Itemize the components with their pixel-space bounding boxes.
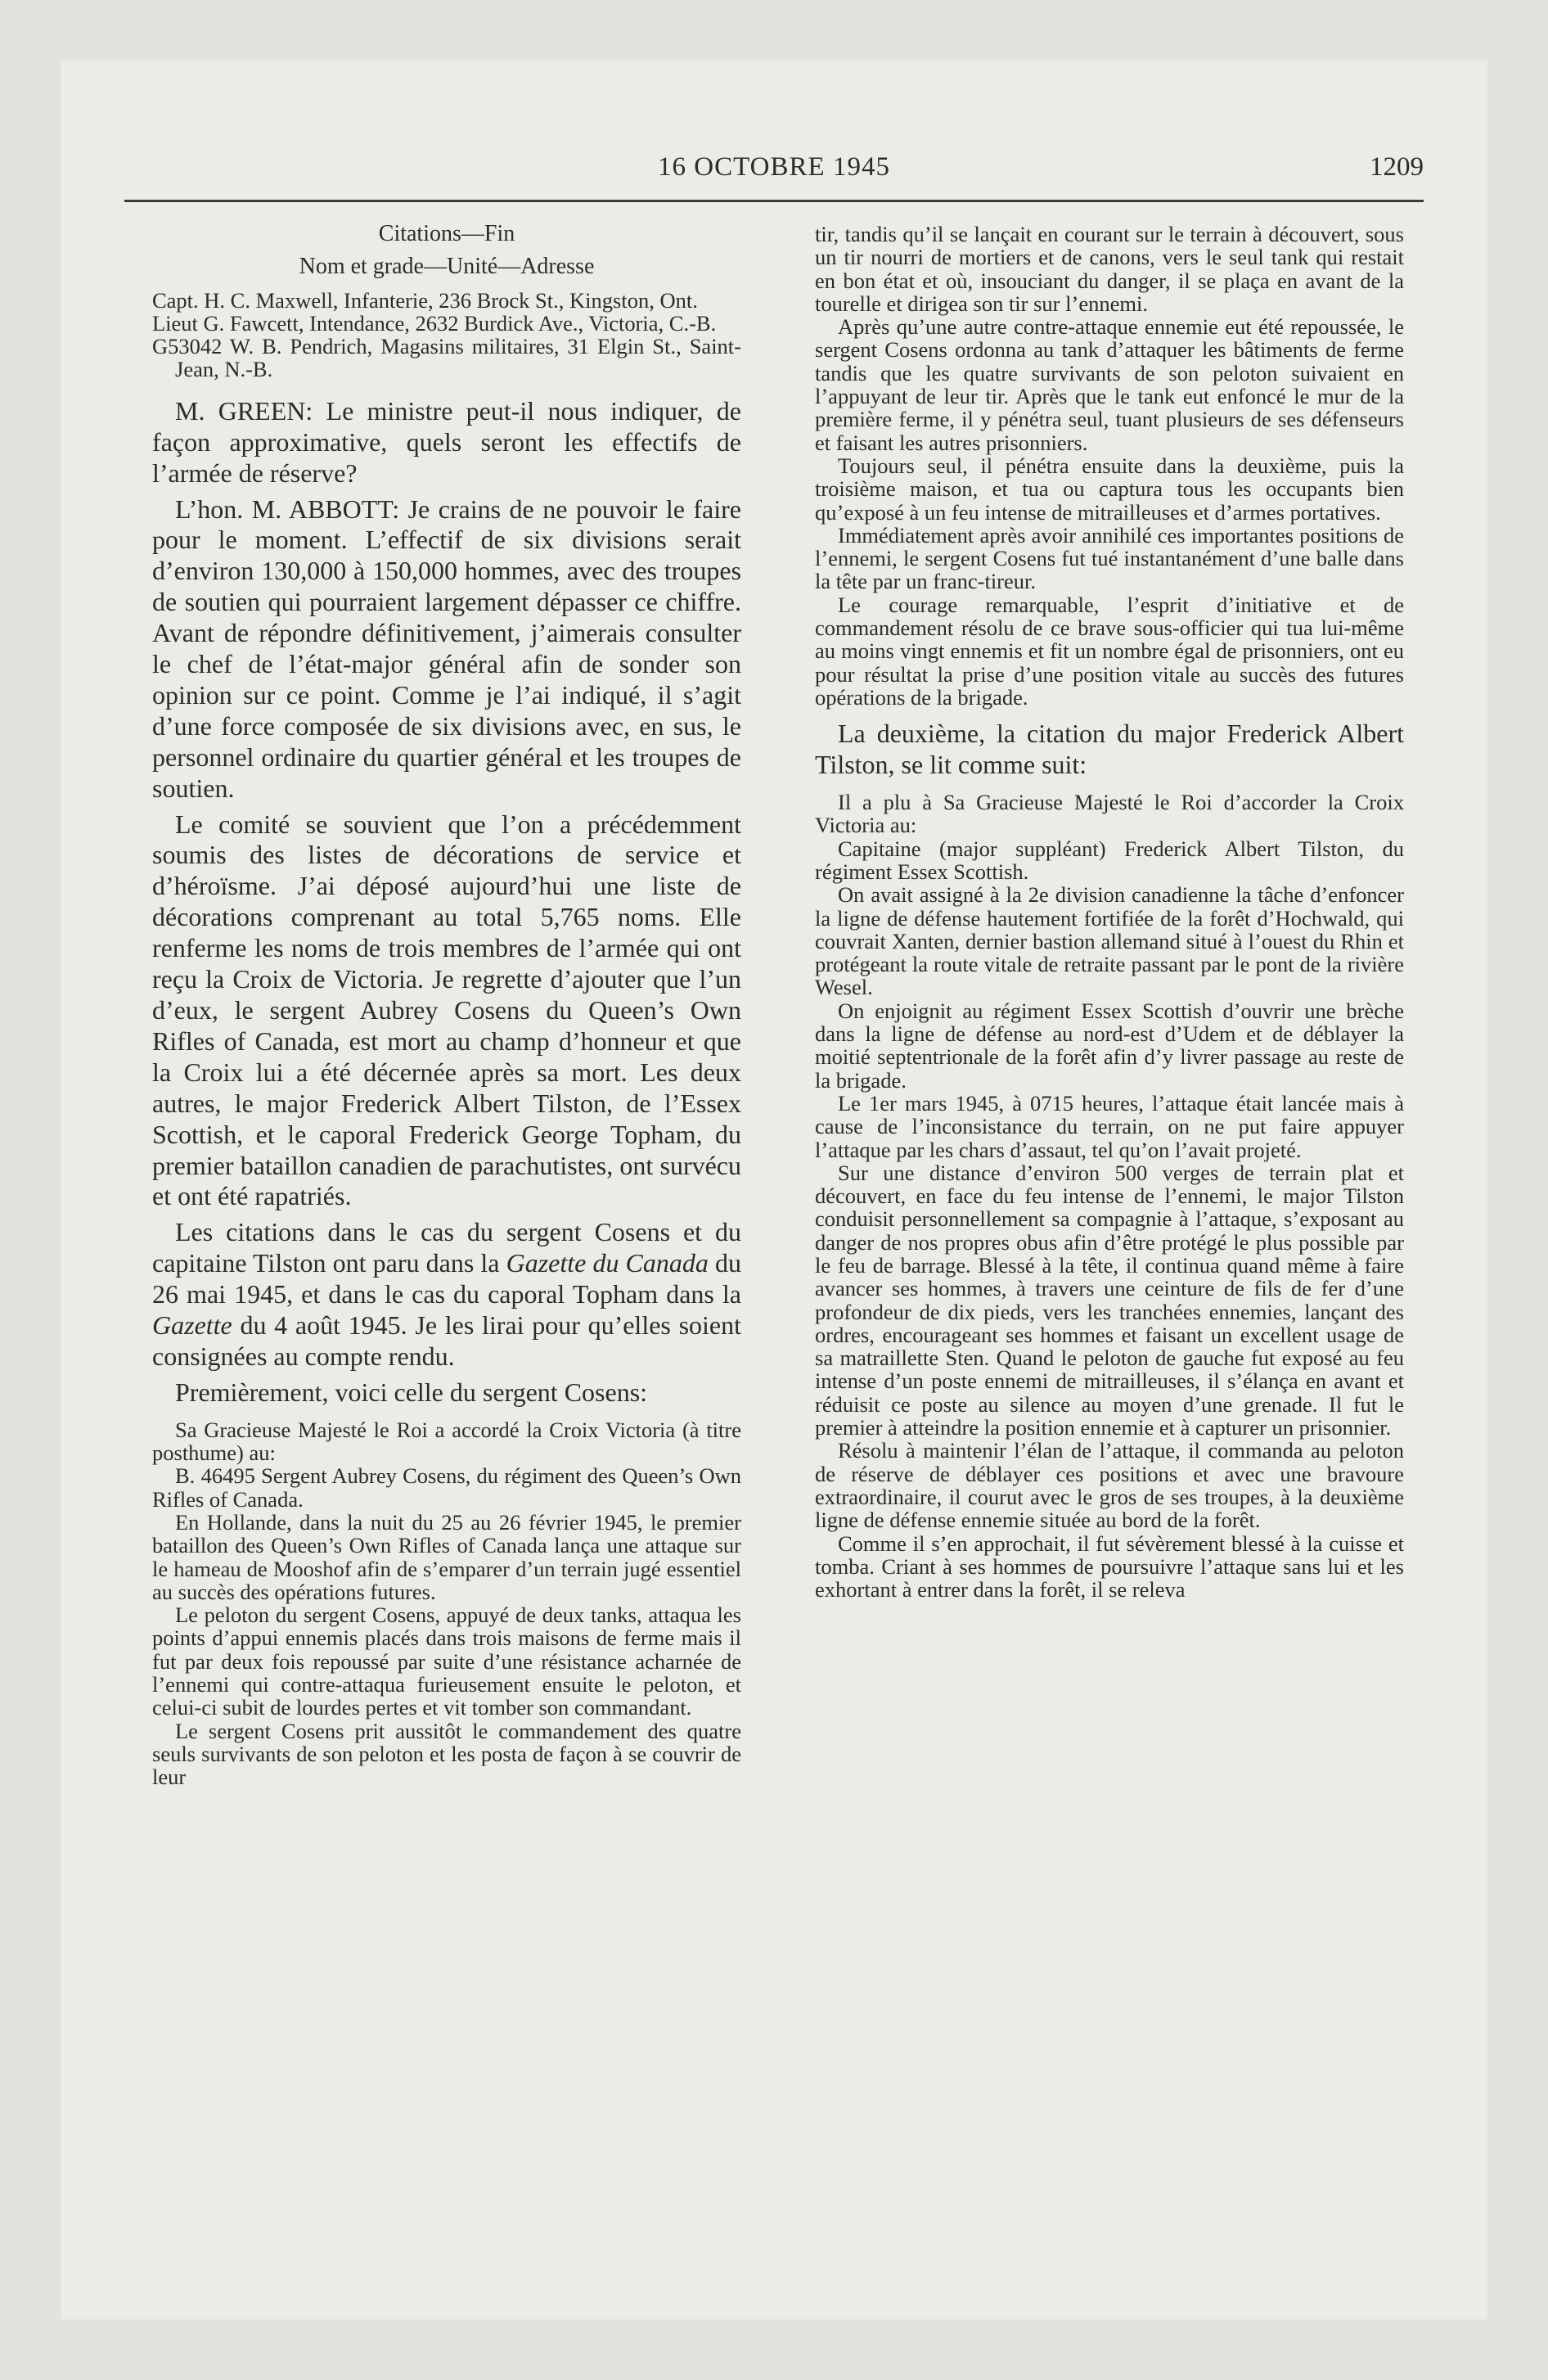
header-rule [124, 200, 1424, 202]
cosens-paragraph: Après qu’une autre contre-attaque ennemie eut été repoussée, le sergent Cosens ordonna au tank d’attaquer les bâtiments de ferme tandis que les quatre survivants de son peloton suivaient en l’appuyant de leur tir. Après que le tank eut enfoncé le mur de la première ferme, il y pénétra seul, tuant plusieurs de ses défenseurs et faisant les autres prisonniers. [815, 314, 1404, 455]
gazette-paragraph [152, 1217, 741, 1373]
citations-title: Citations—Fin [378, 221, 515, 246]
tilston-award: Il a plu à Sa Gracieuse Majesté le Roi d’accorder la Croix Victoria au: [815, 790, 1404, 838]
gazette-text-3: du 4 août 1945. Je les lirai pour qu’elles soient consignées au compte rendu. [152, 1310, 741, 1371]
citations-columns: Nom et grade—Unité—Adresse [299, 254, 595, 280]
abbott-reply: L’hon. M. ABBOTT: Je crains de ne pouvoir le faire pour le moment. L’effectif de six divisions serait d’environ 130,000 à 150,000 hommes, avec des troupes de soutien qui pourraient largement dépasser ce chiffre. Avant de répondre définitivement, j’aimerais consulter le chef de l’état-major général afin de sonder son opinion sur ce point. Comme je l’ai indiqué, il s’agit d’une force composée de six divisions avec, en sus, le personnel ordinaire du quartier général et les troupes de soutien. [152, 494, 741, 803]
tilston-paragraph: Sur une distance d’environ 500 verges de terrain plat et découvert, en face du feu intense de l’ennemi, le major Tilston conduisit personnellement sa compagnie à l’attaque, s’exposant au danger de nos propres obus afin d’être protégé le plus possible par le feu de barrage. Blessé à la tête, il continua quand même à faire avancer ses hommes, à travers une ceinture de fils de fer d’une profondeur de dix pieds, vers les tranchées ennemies, lançant des ordres, encourageant ses hommes et faisant un excellent usage de sa matraillette Sten. Quand le peloton de gauche fut exposé au feu intense d’un poste ennemi de mitrailleuses, il s’élança en avant et réduisit ce poste au silence au moyen d’une grenade. Il fut le premier à atteindre la position ennemie et à capturer un prisonnier. [815, 1160, 1404, 1440]
cosens-paragraph-cont: tir, tandis qu’il se lançait en courant sur le terrain à découvert, sous un tir nourri de mortiers et de canons, vers le seul tank qui restait en bon état et où, insouciant du danger, il se plaça en avant de la tourelle et dirigea son tir sur l’ennemi. [815, 222, 1404, 316]
green-question: M. GREEN: Le ministre peut-il nous indiquer, de façon approximative, quels seront les effectifs de l’armée de réserve? [152, 395, 741, 488]
gazette-text-1: Les citations dans le cas du sergent Cosens et du capitaine Tilston ont paru dans la [152, 1217, 741, 1278]
cosens-paragraph: En Hollande, dans la nuit du 25 au 26 février 1945, le premier bataillon des Queen’s Own Rifles of Canada lança une attaque sur le hameau de Mooshof afin de s’emparer d’un terrain jugé essentiel au succès des opérations futures. [152, 1509, 741, 1604]
right-column [815, 223, 1404, 1601]
tilston-paragraph: On avait assigné à la 2e division canadienne la tâche d’enfoncer la ligne de défense hautement fortifiée de la forêt d’Hochwald, qui couvrait Xanten, dernier bastion allemand situé à l’ouest du Rhin et protégeant la route vitale de retraite passant par le pont de la rivière Wesel. [815, 882, 1404, 1000]
committee-paragraph: Le comité se souvient que l’on a précédemment soumis des listes de décorations de service et d’héroïsme. J’ai déposé aujourd’hui une liste de décorations comprenant au total 5,765 noms. Elle renferme les noms de trois membres de l’armée qui ont reçu la Croix de Victoria. Je regrette d’ajouter que l’un d’eux, le sergent Aubrey Cosens du Queen’s Own Rifles of Canada, est mort au champ d’honneur et que la Croix lui a été décernée après sa mort. Les deux autres, le major Frederick Albert Tilston, de l’Essex Scottish, et le caporal Frederick George Topham, du premier bataillon canadien de parachutistes, ont survécu et ont été rapatriés. [152, 809, 741, 1211]
cosens-name: B. 46495 Sergent Aubrey Cosens, du régiment des Queen’s Own Rifles of Canada. [152, 1463, 741, 1512]
cosens-award: Sa Gracieuse Majesté le Roi a accordé la Croix Victoria (à titre posthume) au: [152, 1417, 741, 1466]
second-citation-intro: La deuxième, la citation du major Frederick Albert Tilston, se lit comme suit: [815, 719, 1404, 780]
tilston-paragraph: Le 1er mars 1945, à 0715 heures, l’attaque était lancée mais à cause de l’inconsistance du terrain, on ne put faire appuyer l’attaque par les chars d’assaut, tel qu’on l’avait projeté. [815, 1090, 1404, 1162]
cosens-paragraph: Le sergent Cosens prit aussitôt le commandement des quatre seuls survivants de son peloton et les posta de façon à se couvrir de leur [152, 1718, 741, 1790]
gazette-text-2: du 26 mai 1945, et dans le cas du caporal Topham dans la [152, 1248, 742, 1309]
cosens-paragraph: Immédiatement après avoir annihilé ces importantes positions de l’ennemi, le sergent Cosens fut tué instantanément d’une balle dans la tête par un franc-tireur. [815, 522, 1404, 594]
first-citation-intro: Premièrement, voici celle du sergent Cosens: [175, 1377, 648, 1407]
cosens-paragraph: Le courage remarquable, l’esprit d’initiative et de commandement résolu de ce brave sous-officier qui tua lui-même au moins vingt ennemis et fit un nombre égal de prisonniers, ont eu pour résultat la prise d’une position vitale au succès des futures opérations de la brigade. [815, 592, 1404, 710]
gazette-short: Gazette [152, 1310, 232, 1341]
running-header [124, 152, 1424, 198]
left-column [152, 223, 741, 1789]
cosens-paragraph: Toujours seul, il pénétra ensuite dans la deuxième, puis la troisième maison, et tua ou captura tous les occupants bien qu’exposé à un feu intense de mitrailleuses et d’armes portatives. [815, 453, 1404, 525]
page-number: 1209 [1370, 152, 1424, 182]
cosens-paragraph: Le peloton du sergent Cosens, appuyé de deux tanks, attaqua les points d’appui ennemis placés dans trois maisons de ferme mais il fut par deux fois repoussé par suite d’une résistance acharnée de l’ennemi qui contre-attaqua furieusement ensuite le peloton, et celui-ci subit de lourdes pertes et vit tomber son commandant. [152, 1602, 741, 1720]
citation-entry: Capt. H. C. Maxwell, Infanterie, 236 Brock St., Kingston, Ont. [152, 287, 698, 313]
citation-entry: Lieut G. Fawcett, Intendance, 2632 Burdick Ave., Victoria, C.-B. [152, 310, 717, 336]
tilston-name: Capitaine (major suppléant) Frederick Albert Tilston, du régiment Essex Scottish. [815, 836, 1404, 884]
tilston-paragraph: Comme il s’en approchait, il fut sévèrement blessé à la cuisse et tomba. Criant à ses hommes de poursuivre l’attaque sans lui et les exhortant à entrer dans la forêt, il se releva [815, 1530, 1404, 1602]
header-date: 16 OCTOBRE 1945 [658, 152, 890, 182]
page [61, 61, 1487, 2319]
tilston-paragraph: On enjoignit au régiment Essex Scottish d’ouvrir une brèche dans la ligne de défense au nord-est d’Udem et de déblayer la moitié septentrionale de la forêt afin d’y livrer passage au reste de la brigade. [815, 998, 1404, 1093]
tilston-paragraph: Résolu à maintenir l’élan de l’attaque, il commanda au peloton de réserve de déblayer ces positions et avec une bravoure extraordinaire, il courut avec le gros de ses troupes, à la deuxième ligne de défense ennemie située au bord de la forêt. [815, 1438, 1404, 1533]
gazette-name: Gazette du Canada [506, 1248, 709, 1278]
citation-entry: G53042 W. B. Pendrich, Magasins militaires, 31 Elgin St., Saint-Jean, N.-B. [152, 334, 741, 382]
